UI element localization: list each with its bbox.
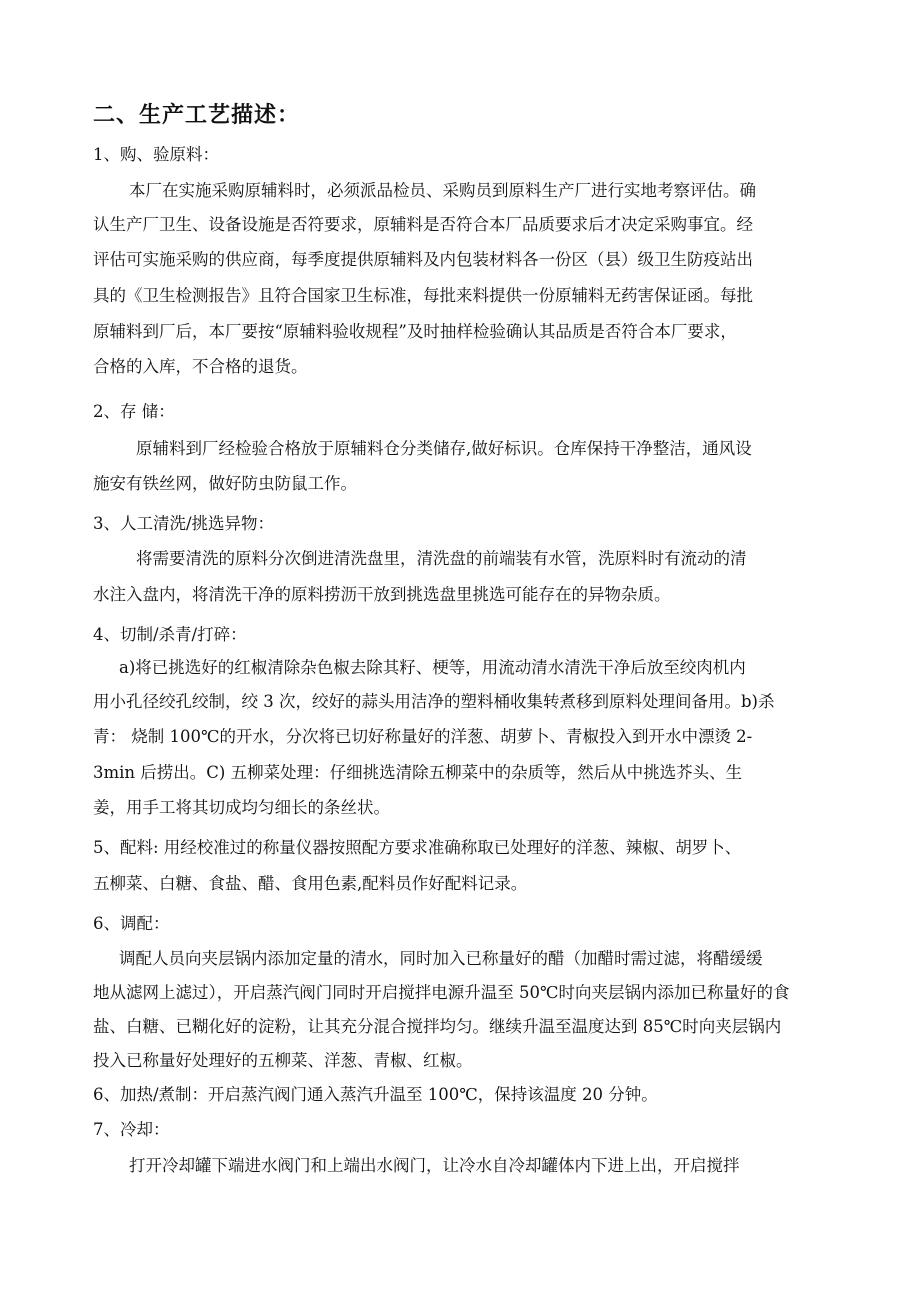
paragraph-line: 具的《卫生检测报告》且符合国家卫生标准，每批来料提供一份原辅料无药害保证函。每批 [93,286,753,305]
paragraph-line: 认生产厂卫生、设备设施是否符要求，原辅料是否符合本厂品质要求后才决定采购事宜。经 [93,215,753,234]
item-heading: 2、存 储： [93,402,175,421]
paragraph-line: 投入已称量好处理好的五柳菜、洋葱、青椒、红椒。 [93,1051,473,1070]
section-heading: 二、生产工艺描述： [93,103,301,128]
paragraph-line: 将需要清洗的原料分次倒进清洗盘里，清洗盘的前端装有水管，洗原料时有流动的清 [136,549,747,568]
item-heading: 6、调配： [93,914,170,933]
paragraph-line: 盐、白糖、已糊化好的淀粉，让其充分混合搅拌均匀。继续升温至温度达到 85℃时向夹层锅内 [93,1017,782,1036]
paragraph-line: 地从滤网上滤过），开启蒸汽阀门同时开启搅拌电源升温至 50℃时向夹层锅内添加已称量好的食 [93,983,790,1002]
item-heading: 4、切制/杀青/打碎： [93,625,247,644]
paragraph-line: 五柳菜、白糖、食盐、醋、食用色素,配料员作好配料记录。 [93,874,528,893]
item-heading: 1、购、验原料： [93,145,219,164]
item-heading: 6、加热/煮制：开启蒸汽阀门通入蒸汽升温至 100℃，保持该温度 20 分钟。 [93,1085,658,1104]
paragraph-line: 本厂在实施采购原辅料时，必须派品检员、采购员到原料生产厂进行实地考察评估。确 [129,181,756,200]
paragraph-line: a)将已挑选好的红椒清除杂色椒去除其籽、梗等，用流动清水清洗干净后放至绞肉机内 [119,658,746,677]
paragraph-line: 评估可实施采购的供应商，每季度提供原辅料及内包装材料各一份区（县）级卫生防疫站出 [93,250,753,269]
paragraph-line: 青： 烧制 100℃的开水，分次将已切好称量好的洋葱、胡萝卜、青椒投入到开水中漂烫 2- [93,727,753,746]
paragraph-line: 原辅料到厂经检验合格放于原辅料仓分类储存,做好标识。仓库保持干净整洁，通风设 [136,439,752,458]
paragraph-line: 水注入盘内，将清洗干净的原料捞沥干放到挑选盘里挑选可能存在的异物杂质。 [93,585,671,604]
item-heading: 7、冷却： [93,1120,170,1139]
paragraph-line: 原辅料到厂后，本厂要按“原辅料验收规程”及时抽样检验确认其品质是否符合本厂要求， [93,322,737,341]
paragraph-line: 姜，用手工将其切成均匀细长的条丝状。 [93,798,390,817]
paragraph-line: 用小孔径绞孔绞制，绞 3 次，绞好的蒜头用洁净的塑料桶收集转煮移到原料处理间备用。b)杀 [93,692,775,711]
item-heading: 3、人工清洗/挑选异物： [93,514,275,533]
paragraph-line: 调配人员向夹层锅内添加定量的清水，同时加入已称量好的醋（加醋时需过滤，将醋缓缓 [119,949,763,968]
paragraph-line: 施安有铁丝网，做好防虫防鼠工作。 [93,474,357,493]
paragraph-line: 合格的入库，不合格的退货。 [93,357,308,376]
paragraph-line: 3min 后捞出。C) 五柳菜处理：仔细挑选清除五柳菜中的杂质等，然后从中挑选芥头、生 [93,763,743,782]
paragraph-line: 打开冷却罐下端进水阀门和上端出水阀门，让冷水自冷却罐体内下进上出，开启搅拌 [129,1156,740,1175]
paragraph-line: 5、配料: 用经校准过的称量仪器按照配方要求准确称取已处理好的洋葱、辣椒、胡罗卜、 [93,838,742,857]
